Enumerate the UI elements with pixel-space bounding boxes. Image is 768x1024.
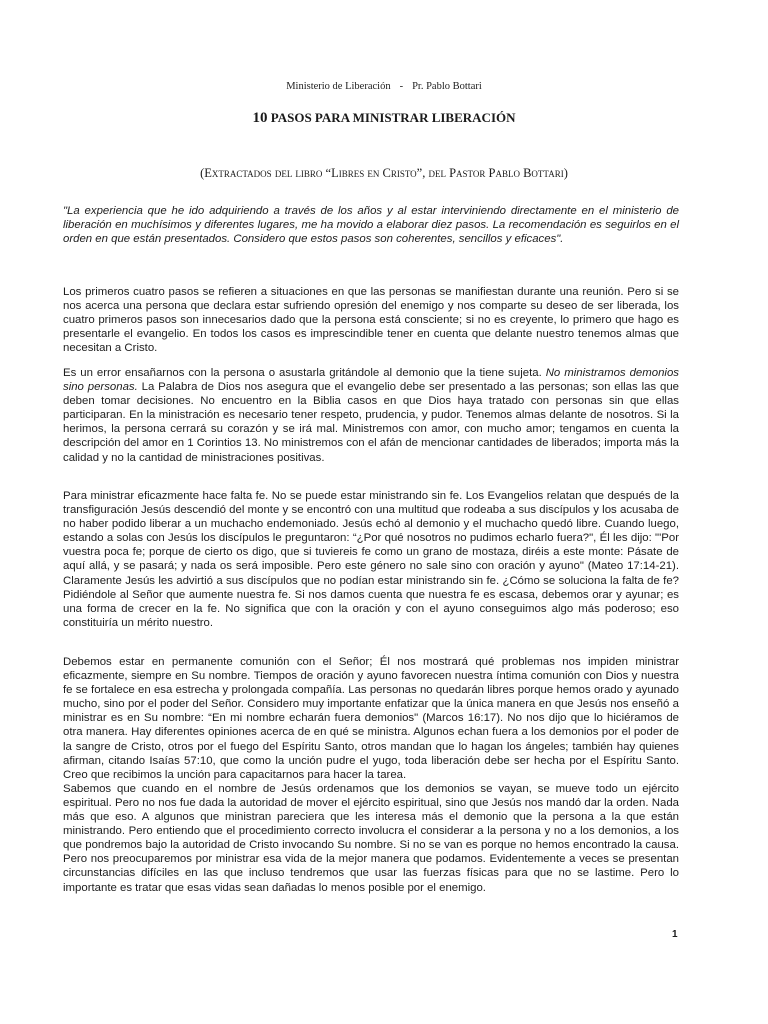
paragraph-4-text: Debemos estar en permanente comunión con el Señor; Él nos mostrará qué problemas nos impiden ministrar eficazmente, siempre en Su nombre. Tiempos de oración y ayuno favorecen nuestra íntima comunión con Dios y nuestra fe se fortalece en esa estrecha y prolongada compañía. Las personas no quedarán libres porque hemos orado y ayunado mucho, sino por el poder del Señor. Considero muy importante enfatizar que la única manera en que Jesús nos enseñó a ministrar es en Su nombre: “En mi nombre echarán fuera demonios" (Marcos 16:17). No nos dijo que lo hiciéramos de otra manera. Hay diferentes opiniones acerca de en qué se ministra. Algunos echan fuera a los demonios por el poder de la sangre de Cristo, otros por el fuego del Espíritu Santo, otros mandan que lo hagan los ángeles; también hay quienes afirman, citando Isaías 57:10, que como la unción pudre el yugo, toda liberación debe ser hecha por el Espíritu Santo. Creo que recibimos la unción para capacitarnos para hacer la tarea. bbox=[63, 656, 679, 781]
header-pastor: Pr. Pablo Bottari bbox=[412, 81, 482, 92]
page-number: 1 bbox=[672, 929, 678, 940]
paragraph-2-part-a: Es un error ensañarnos con la persona o asustarla gritándole al demonio que la tiene sujeta. bbox=[63, 367, 542, 379]
document-title bbox=[0, 110, 768, 127]
page-header bbox=[0, 81, 768, 92]
paragraph-1-text: Los primeros cuatro pasos se refieren a situaciones en que las personas se manifiestan durante una reunión. Pero si se nos acerca una persona que declara estar sufriendo opresión del enemigo y nos comparte su deseo de ser liberada, los cuatro primeros pasos son innecesarios dado que la persona está consciente; si no es creyente, lo primero que hago es presentarle el evangelio. En todos los casos es imprescindible tener en cuenta que delante nuestro tenemos almas que necesitan a Cristo. bbox=[63, 286, 679, 355]
paragraph-3-text: Para ministrar eficazmente hace falta fe. No se puede estar ministrando sin fe. Los Evangelios relatan que después de la transfiguración Jesús descendió del monte y se encontró con una multitud que rodeaba a sus discípulos y los acusaba de no haber podido liberar a un muchacho endemoniado. Jesús echó al demonio y el muchacho quedó libre. Cuando luego, estando a solas con Jesús los discípulos le preguntaron: “¿Por qué nosotros no pudimos echarlo fuera?", Él les dijo: "'Por vuestra poca fe; porque de cierto os digo, que si tuviereis fe como un grano de mostaza, diréis a este monte: Pásate de aquí allá, y se pasará; y nada os será imposible. Pero este género no sale sino con oración y ayuno" (Mateo 17:14-21). Claramente Jesús les advirtió a sus discípulos que no podían estar ministrando sin fe. ¿Cómo se soluciona la falta de fe? Pidiéndole al Señor que aumente nuestra fe. Si nos damos cuenta que nuestra fe es escasa, debemos orar y ayunar; es una forma de crecer en la fe. No significa que con la oración y con el ayuno conseguimos algo más poderoso; eso constituiría un mérito nuestro. bbox=[63, 490, 679, 629]
header-ministry: Ministerio de Liberación bbox=[286, 81, 391, 92]
paragraph-2 bbox=[63, 366, 679, 465]
title-number: 10 bbox=[252, 110, 268, 126]
paragraph-2-emphasis: No ministramos demonios sino personas. bbox=[63, 367, 679, 394]
paragraph-2-text bbox=[63, 366, 679, 465]
quote-text: "La experiencia que he ido adquiriendo a través de los años y al estar interviniendo directamente en el ministerio de liberación en muchísimos y diferentes lugares, me ha movido a elaborar diez pasos. La recomendación es seguirlos en el orden en que están presentados. Considero que estos pasos son coherentes, sencillos y eficaces". bbox=[63, 205, 679, 246]
intro-quote bbox=[63, 204, 679, 246]
header-separator: - bbox=[399, 81, 404, 92]
paragraph-3 bbox=[63, 489, 679, 630]
paragraph-5-text: Sabemos que cuando en el nombre de Jesús ordenamos que los demonios se vayan, se mueve todo un ejército espiritual. Pero no nos fue dada la autoridad de mover el ejército espiritual, sino que Jesús nos mandó dar la orden. Nada más que eso. A algunos que ministran pareciera que les interesa más el demonio que la persona a la que están ministrando. Pero entiendo que el procedimiento correcto involucra el considerar a la persona y no a los demonios, a los que pondremos bajo la autoridad de Cristo invocando Su nombre. Si no se van es porque no hemos encontrado la causa. Pero nos preocuparemos por ministrar esa vida de la mejor manera que podamos. Evidentemente a veces se presentan circunstancias difíciles en las que incluso tendremos que usar las fuerzas físicas para que no se lastime. Pero lo importante es tratar que esas vidas sean dañadas lo menos posible por el enemigo. bbox=[63, 782, 679, 894]
paragraph-2-part-b: La Palabra de Dios nos asegura que el evangelio debe ser presentado a las personas; son ellas las que deben tomar decisiones. No encuentro en la Biblia casos en que Dios haya tratado con personas sin que ellas participaran. En la ministración es necesario tener respeto, prudencia, y pudor. Tenemos almas delante de nosotros. Si la herimos, la persona cerrará su corazón y se irá mal. Ministremos con amor, con mucho amor; tengamos en cuenta la descripción del amor en 1 Corintios 13. No ministremos con el afán de mencionar cantidades de liberados; importa más la calidad y no la cantidad de ministraciones positivas. bbox=[63, 381, 679, 464]
paragraph-4-group bbox=[63, 655, 679, 895]
title-text: PASOS PARA MINISTRAR LIBERACIÓN bbox=[270, 110, 516, 125]
paragraph-1 bbox=[63, 285, 679, 355]
document-subtitle: (Extractados del libro “Libres en Cristo”, del Pastor Pablo Bottari) bbox=[200, 166, 568, 180]
